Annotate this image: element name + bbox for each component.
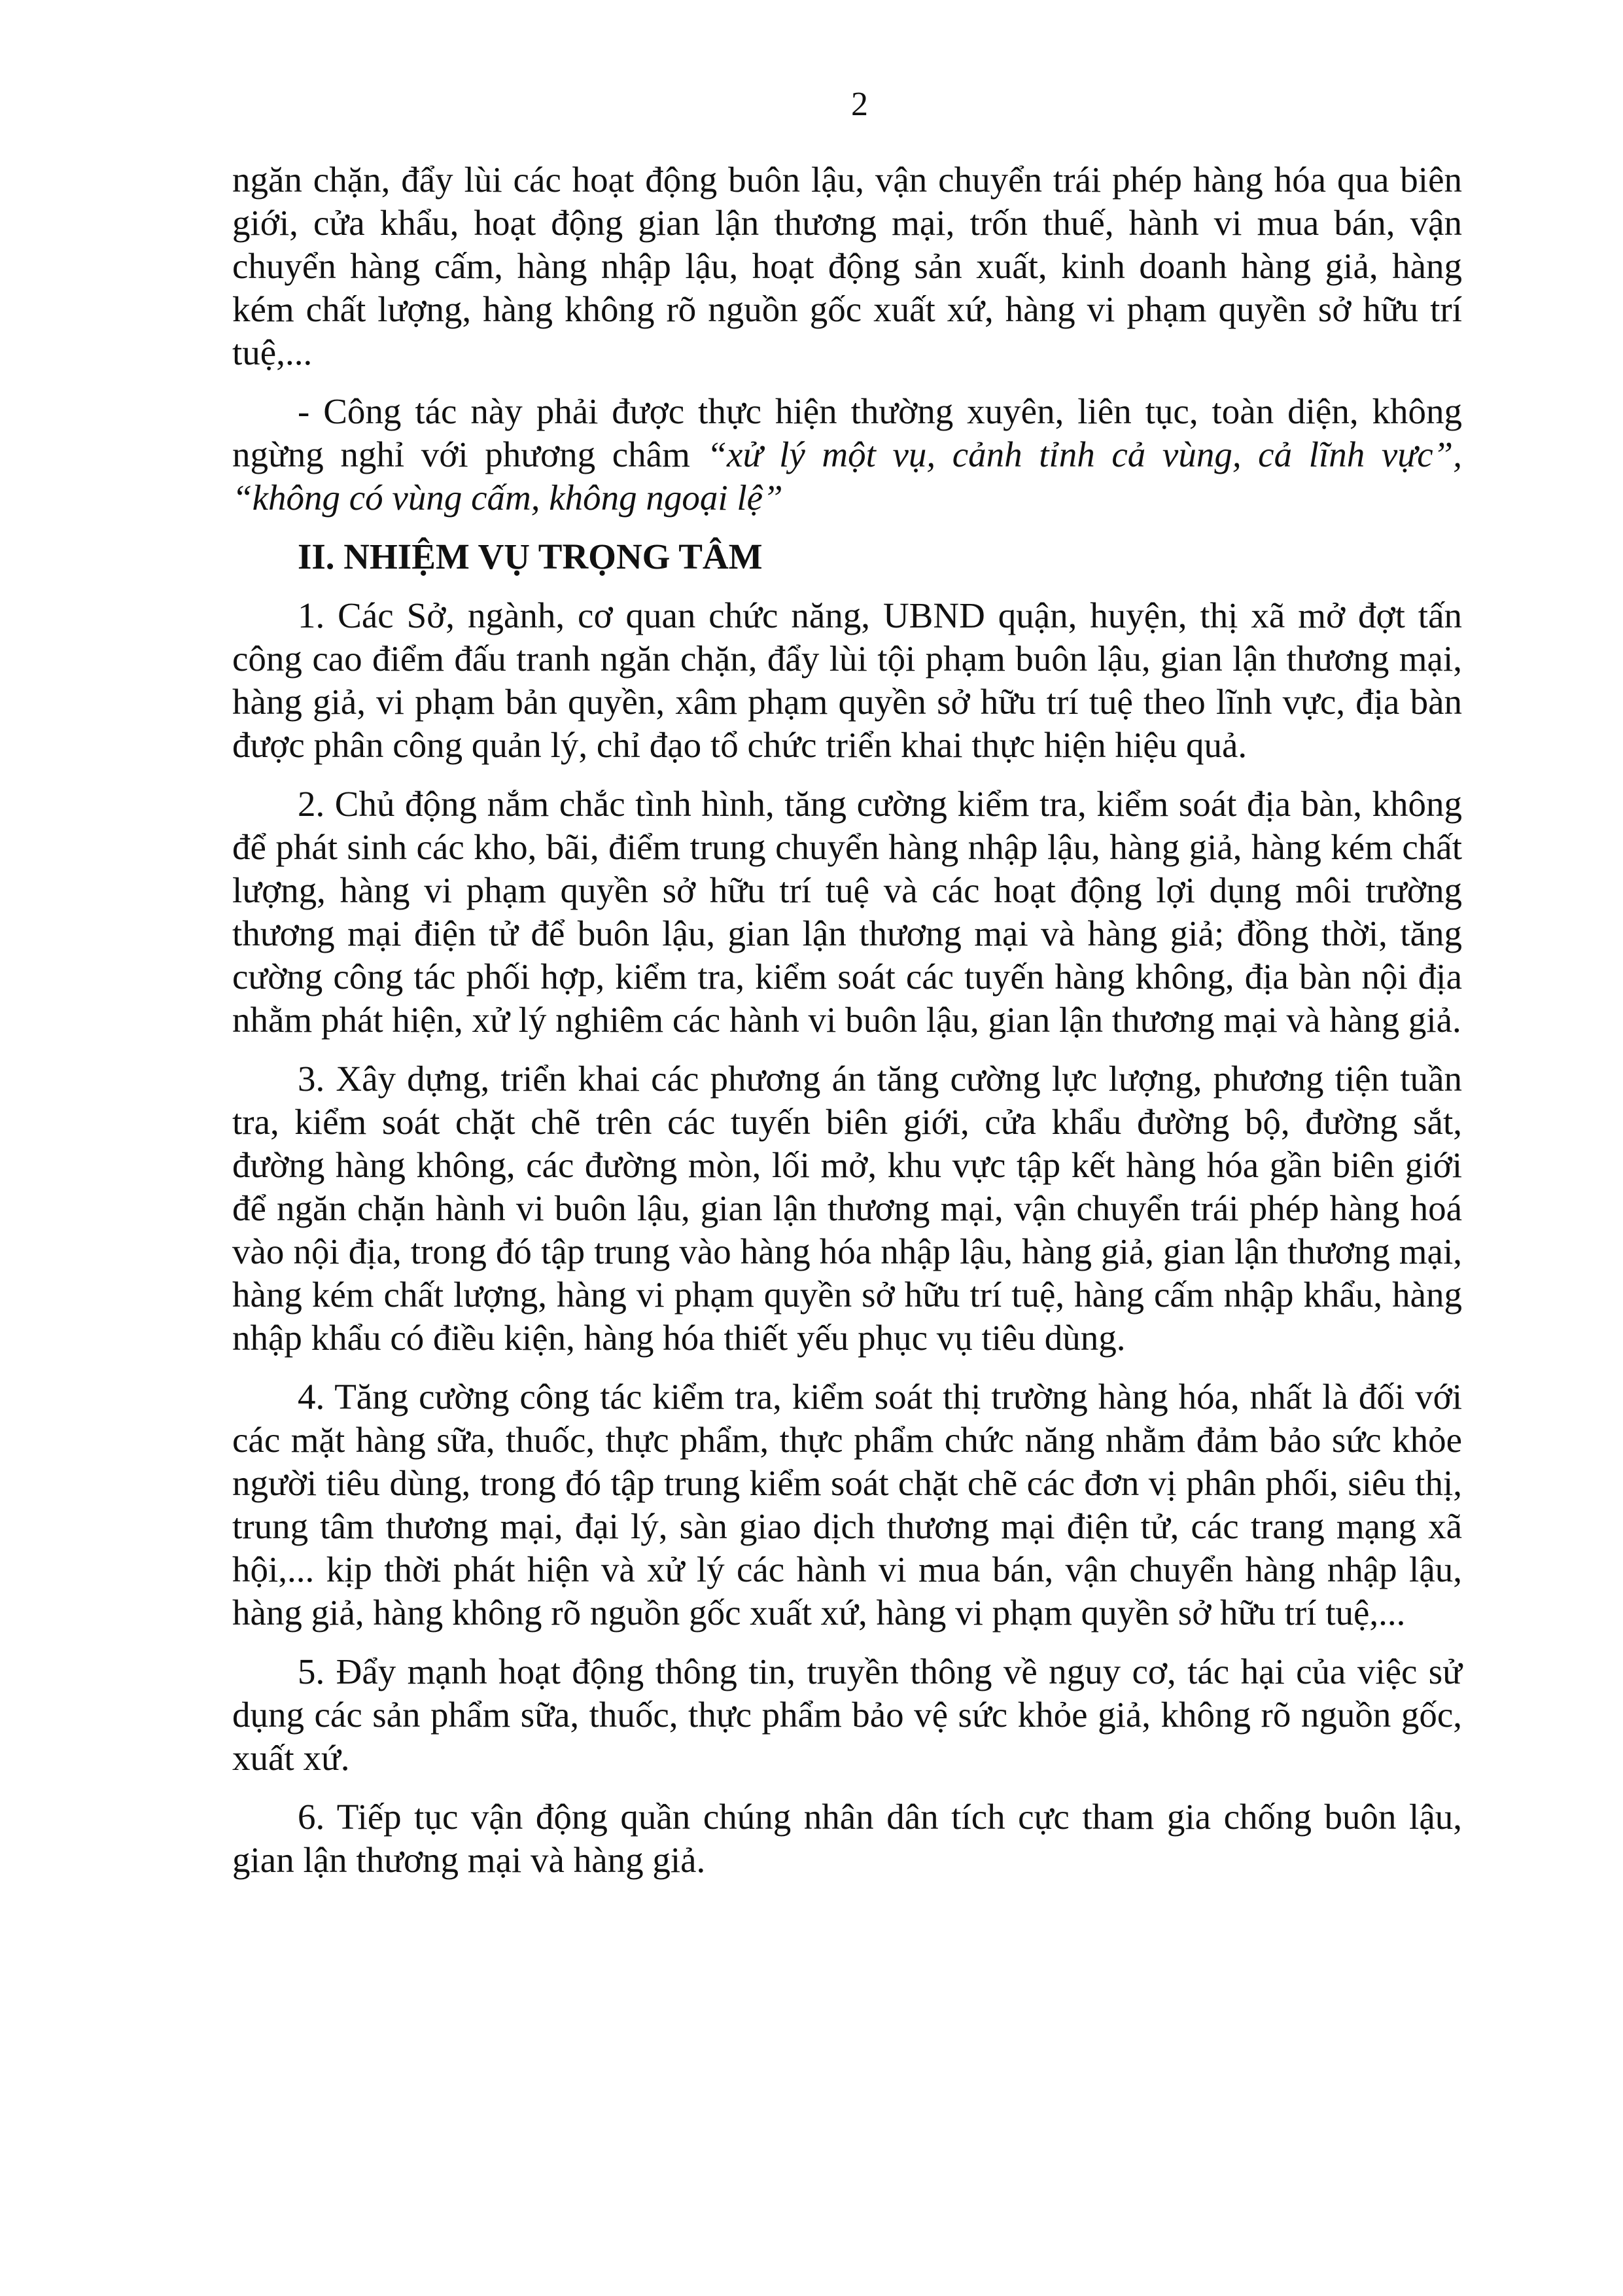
task-5: 5. Đẩy mạnh hoạt động thông tin, truyền thông về nguy cơ, tác hại của việc sử dụng các sản phẩm sữa, thuốc, thực phẩm bảo vệ sức khỏe giả, không rõ nguồn gốc, xuất xứ. xyxy=(232,1651,1462,1778)
task-6: 6. Tiếp tục vận động quần chúng nhân dân tích cực tham gia chống buôn lậu, gian lận thương mại và hàng giả. xyxy=(232,1797,1462,1880)
task-4: 4. Tăng cường công tác kiểm tra, kiểm soát thị trường hàng hóa, nhất là đối với các mặt hàng sữa, thuốc, thực phẩm, thực phẩm chức năng nhằm đảm bảo sức khỏe người tiêu dùng, trong đó tập trung kiểm soát chặt chẽ các đơn vị phân phối, siêu thị, trung tâm thương mại, đại lý, sàn giao dịch thương mại điện tử, các trang mạng xã hội,... kịp thời phát hiện và xử lý các hành vi mua bán, vận chuyển hàng nhập lậu, hàng giả, hàng không rõ nguồn gốc xuất xứ, hàng vi phạm quyền sở hữu trí tuệ,... xyxy=(232,1377,1462,1633)
motto-1: “xử lý một vụ, cảnh tỉnh cả vùng, cả lĩnh vực”, xyxy=(707,434,1462,474)
continuous-paragraph xyxy=(232,390,1462,520)
document-page xyxy=(232,72,1462,1882)
task-3: 3. Xây dựng, triển khai các phương án tăng cường lực lượng, phương tiện tuần tra, kiểm soát chặt chẽ trên các tuyến biên giới, cửa khẩu đường bộ, đường sắt, đường hàng không, các đường mòn, lối mở, khu vực tập kết hàng hóa gần biên giới để ngăn chặn hành vi buôn lậu, gian lận thương mại, vận chuyển trái phép hàng hoá vào nội địa, trong đó tập trung vào hàng hóa nhập lậu, hàng giả, gian lận thương mại, hàng kém chất lượng, hàng vi phạm quyền sở hữu trí tuệ, hàng cấm nhập khẩu, hàng nhập khẩu có điều kiện, hàng hóa thiết yếu phục vụ tiêu dùng. xyxy=(232,1059,1462,1358)
motto-2: “không có vùng cấm, không ngoại lệ” xyxy=(232,478,783,518)
task-1: 1. Các Sở, ngành, cơ quan chức năng, UBND quận, huyện, thị xã mở đợt tấn công cao điểm đấu tranh ngăn chặn, đẩy lùi tội phạm buôn lậu, gian lận thương mại, hàng giả, vi phạm bản quyền, xâm phạm quyền sở hữu trí tuệ theo lĩnh vực, địa bàn được phân công quản lý, chỉ đạo tổ chức triển khai thực hiện hiệu quả. xyxy=(232,595,1462,765)
task-2: 2. Chủ động nắm chắc tình hình, tăng cường kiểm tra, kiểm soát địa bàn, không để phát sinh các kho, bãi, điểm trung chuyển hàng nhập lậu, hàng giả, hàng kém chất lượng, hàng vi phạm quyền sở hữu trí tuệ và các hoạt động lợi dụng môi trường thương mại điện tử để buôn lậu, gian lận thương mại và hàng giả; đồng thời, tăng cường công tác phối hợp, kiểm tra, kiểm soát các tuyến hàng không, địa bàn nội địa nhằm phát hiện, xử lý nghiêm các hành vi buôn lậu, gian lận thương mại và hàng giả. xyxy=(232,784,1462,1040)
continuous-paragraph-text: - Công tác này phải được thực hiện thường xuyên, liên tục, toàn diện, không ngừng nghỉ với phương châm xyxy=(232,391,1462,474)
section-heading: II. NHIỆM VỤ TRỌNG TÂM xyxy=(298,537,763,576)
page-number: 2 xyxy=(851,86,868,123)
intro-paragraph: ngăn chặn, đẩy lùi các hoạt động buôn lậu, vận chuyển trái phép hàng hóa qua biên giới, cửa khẩu, hoạt động gian lận thương mại, trốn thuế, hành vi mua bán, vận chuyển hàng cấm, hàng nhập lậu, hoạt động sản xuất, kinh doanh hàng giả, hàng kém chất lượng, hàng không rõ nguồn gốc xuất xứ, hàng vi phạm quyền sở hữu trí tuệ,... xyxy=(232,160,1462,372)
